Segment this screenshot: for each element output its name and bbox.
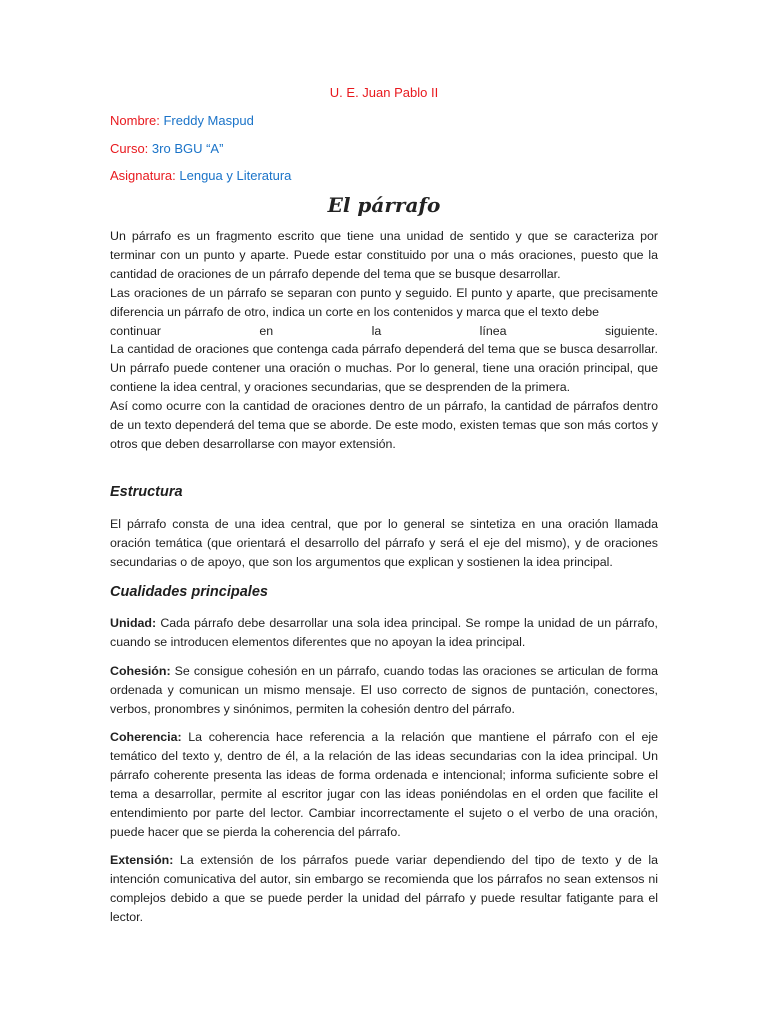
unidad-text: Cada párrafo debe desarrollar una sola idea principal. Se rompe la unidad de un párrafo, cuando se introducen elementos diferentes que no apoyan la idea principal.	[110, 616, 658, 649]
intro-paragraph-2-tail: continuar en la línea siguiente.	[110, 323, 658, 338]
name-value: Freddy Maspud	[163, 113, 254, 128]
cohesion-label: Cohesión:	[110, 664, 171, 678]
student-name-line	[110, 113, 254, 128]
extension-text: La extensión de los párrafos puede variar dependiendo del tipo de texto y de la intención comunicativa del autor, sin embargo se recomienda que los párrafos no sean extensos ni complejos debido a que se puede perder la unidad del párrafo y puede resultar fatigante para el lector.	[110, 853, 658, 924]
quality-cohesion	[110, 662, 658, 719]
course-label: Curso:	[110, 141, 149, 156]
coherencia-text: La coherencia hace referencia a la relación que mantiene el párrafo con el eje temático del texto y, dentro de él, a la relación de las ideas secundarias con la idea principal. Un párrafo coherente presenta las ideas de forma ordenada e intencional; informa suficiente sobre el tema a desarrollar, permite al escritor jugar con las ideas poniéndolas en el orden que facilite el entendimiento por parte del lector. Cambiar incorrectamente el sujeto o el verbo de una oración, puede hacer que se pierda la coherencia del párrafo.	[110, 730, 658, 839]
coherencia-label: Coherencia:	[110, 730, 182, 744]
unidad-label: Unidad:	[110, 616, 157, 630]
document-title: El párrafo	[327, 193, 441, 217]
intro-paragraph-4: Así como ocurre con la cantidad de oraciones dentro de un párrafo, la cantidad de párrafos dentro de un texto dependerá del tema que se aborde. De este modo, existen temas que son más cortos y otros que deben desarrollarse con mayor extensión.	[110, 399, 658, 451]
estructura-section	[110, 515, 658, 572]
subject-value: Lengua y Literatura	[179, 168, 292, 183]
quality-unidad	[110, 614, 658, 652]
estructura-paragraph: El párrafo consta de una idea central, que por lo general se sintetiza en una oración llamada oración temática (que orientará el desarrollo del párrafo y será el eje del mismo), y de oraciones secundarias o de apoyo, que son los argumentos que explican y sostienen la idea principal.	[110, 517, 658, 569]
subject-label: Asignatura:	[110, 168, 176, 183]
cualidades-heading: Cualidades principales	[110, 584, 268, 600]
intro-paragraph-3: La cantidad de oraciones que contenga cada párrafo dependerá del tema que se busca desarrollar. Un párrafo puede contener una oración o muchas. Por lo general, tiene una oración principal, que contiene la idea central, y oraciones secundarias, que se desprenden de la primera.	[110, 342, 658, 395]
course-value: 3ro BGU “A”	[151, 141, 224, 156]
estructura-heading: Estructura	[110, 484, 183, 500]
extension-label: Extensión:	[110, 853, 174, 867]
name-label: Nombre:	[110, 113, 160, 128]
quality-coherencia	[110, 728, 658, 841]
cohesion-text: Se consigue cohesión en un párrafo, cuando todas las oraciones se articulan de forma ordenada y comunican un mismo mensaje. El uso correcto de signos de puntación, conectores, verbos, pronombres y sinónimos, permiten la cohesión dentro del párrafo.	[110, 664, 658, 716]
subject-line	[110, 168, 291, 183]
school-name: U. E. Juan Pablo II	[329, 85, 439, 100]
intro-section	[110, 227, 658, 454]
intro-paragraph-1: Un párrafo es un fragmento escrito que tiene una unidad de sentido y que se caracteriza por terminar con un punto y aparte. Puede estar constituido por una o más oraciones, puesto que la cantidad de oraciones de un párrafo depende del tema que se busque desarrollar.	[110, 229, 658, 281]
intro-paragraph-2: Las oraciones de un párrafo se separan con punto y seguido. El punto y aparte, que precisamente diferencia un párrafo de otro, indica un corte en los contenidos y marca que el texto debe	[110, 285, 658, 319]
course-line	[110, 141, 223, 156]
quality-extension	[110, 851, 658, 927]
